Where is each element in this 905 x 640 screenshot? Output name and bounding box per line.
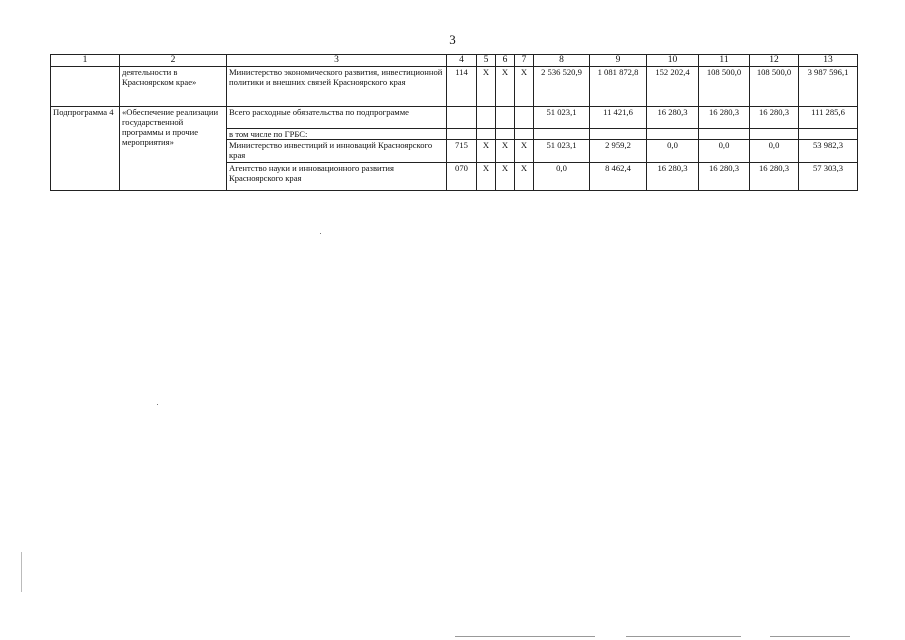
cell-value: 108 500,0 <box>699 67 750 107</box>
cell-value: 2 959,2 <box>590 140 647 163</box>
scan-bottom-line <box>626 636 741 637</box>
cell-value: 16 280,3 <box>647 163 699 191</box>
cell-empty <box>496 129 515 140</box>
header-cell: 10 <box>647 55 699 67</box>
cell-value: 0,0 <box>699 140 750 163</box>
cell-agency: Министерство инвестиций и инноваций Красноярского края <box>227 140 447 163</box>
cell-empty <box>51 67 120 107</box>
cell-value: 16 280,3 <box>750 107 799 129</box>
cell-x: Х <box>515 140 534 163</box>
cell-value: 0,0 <box>750 140 799 163</box>
cell-value: 16 280,3 <box>647 107 699 129</box>
cell-empty <box>515 107 534 129</box>
cell-subprogram-name: «Обеспечение реализации государственной программы и прочие мероприятия» <box>120 107 227 191</box>
table-row-ministry-economy <box>51 67 858 107</box>
cell-empty <box>590 129 647 140</box>
cell-value: 57 303,3 <box>799 163 858 191</box>
cell-value: 16 280,3 <box>699 163 750 191</box>
budget-table <box>50 54 858 191</box>
cell-value: 8 462,4 <box>590 163 647 191</box>
cell-value: 51 023,1 <box>534 107 590 129</box>
cell-value: 0,0 <box>647 140 699 163</box>
scan-margin-line <box>21 552 22 592</box>
cell-x: Х <box>496 67 515 107</box>
page-number: 3 <box>449 32 456 47</box>
cell-value: 51 023,1 <box>534 140 590 163</box>
cell-value: 108 500,0 <box>750 67 799 107</box>
cell-empty <box>799 129 858 140</box>
header-cell: 4 <box>447 55 477 67</box>
scan-bottom-line <box>455 636 595 637</box>
cell-empty <box>750 129 799 140</box>
header-cell: 1 <box>51 55 120 67</box>
cell-grbs-caption: в том числе по ГРБС: <box>227 129 447 140</box>
cell-empty <box>477 107 496 129</box>
cell-value: 111 285,6 <box>799 107 858 129</box>
header-cell: 7 <box>515 55 534 67</box>
header-cell: 11 <box>699 55 750 67</box>
cell-agency: Всего расходные обязательства по подпрограмме <box>227 107 447 129</box>
header-cell: 12 <box>750 55 799 67</box>
cell-value: 16 280,3 <box>699 107 750 129</box>
cell-subprogram-label: Подпрограмма 4 <box>51 107 120 191</box>
cell-empty <box>534 129 590 140</box>
header-cell: 5 <box>477 55 496 67</box>
cell-value: 3 987 596,1 <box>799 67 858 107</box>
scan-speck <box>320 233 321 234</box>
cell-code: 715 <box>447 140 477 163</box>
cell-empty <box>477 129 496 140</box>
cell-empty <box>515 129 534 140</box>
header-cell: 2 <box>120 55 227 67</box>
cell-code: 070 <box>447 163 477 191</box>
cell-empty <box>699 129 750 140</box>
cell-agency: Агентство науки и инновационного развития Красноярского края <box>227 163 447 191</box>
header-cell: 6 <box>496 55 515 67</box>
cell-agency: Министерство экономического развития, инвестиционной политики и внешних связей Красноярского края <box>227 67 447 107</box>
cell-value: 16 280,3 <box>750 163 799 191</box>
cell-x: Х <box>477 67 496 107</box>
cell-x: Х <box>477 140 496 163</box>
table-row-subprogram-total <box>51 107 858 129</box>
header-cell: 8 <box>534 55 590 67</box>
cell-x: Х <box>477 163 496 191</box>
cell-value: 2 536 520,9 <box>534 67 590 107</box>
cell-empty <box>447 107 477 129</box>
cell-value: 152 202,4 <box>647 67 699 107</box>
cell-x: Х <box>496 140 515 163</box>
cell-program-name: деятельности в Красноярском крае» <box>120 67 227 107</box>
cell-empty <box>496 107 515 129</box>
scan-speck <box>157 404 158 405</box>
header-row <box>51 55 858 67</box>
header-cell: 13 <box>799 55 858 67</box>
cell-x: Х <box>515 163 534 191</box>
cell-x: Х <box>515 67 534 107</box>
cell-value: 53 982,3 <box>799 140 858 163</box>
header-cell: 9 <box>590 55 647 67</box>
cell-empty <box>447 129 477 140</box>
scan-bottom-line <box>770 636 850 637</box>
cell-code: 114 <box>447 67 477 107</box>
header-cell: 3 <box>227 55 447 67</box>
cell-value: 11 421,6 <box>590 107 647 129</box>
cell-value: 1 081 872,8 <box>590 67 647 107</box>
cell-value: 0,0 <box>534 163 590 191</box>
cell-x: Х <box>496 163 515 191</box>
cell-empty <box>647 129 699 140</box>
